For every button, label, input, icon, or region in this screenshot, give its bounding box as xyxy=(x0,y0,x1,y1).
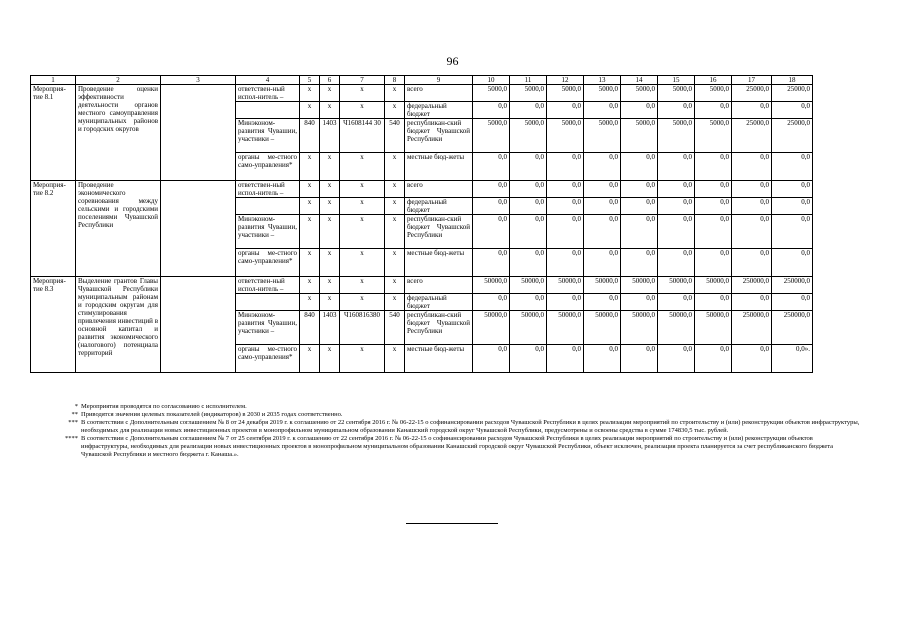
amount-cell: 25000,0 xyxy=(732,85,772,102)
amount-cell: 0,0 xyxy=(584,215,621,249)
budget-code-cell: x xyxy=(320,198,340,215)
amount-cell: 0,0 xyxy=(621,198,658,215)
header-cell: 8 xyxy=(385,76,405,85)
budget-code-cell: x xyxy=(320,294,340,311)
budget-code-cell: 840 xyxy=(300,311,320,345)
amount-cell: 0,0 xyxy=(732,181,772,198)
funding-source-cell: всего xyxy=(405,277,473,294)
budget-code-cell: 540 xyxy=(385,119,405,153)
funding-source-cell: всего xyxy=(405,181,473,198)
funding-source-cell: республикан-ский бюджет Чувашской Республики xyxy=(405,215,473,249)
table-header xyxy=(31,76,813,85)
responsible-cell: ответствен-ный испол-нитель – xyxy=(236,85,300,102)
budget-code-cell: x xyxy=(300,277,320,294)
amount-cell: 0,0 xyxy=(473,198,510,215)
amount-cell: 0,0 xyxy=(695,215,732,249)
amount-cell: 0,0 xyxy=(547,215,584,249)
activity-code: Мероприя-тие 8.2 xyxy=(31,181,76,277)
amount-cell: 250000,0 xyxy=(772,277,813,294)
budget-code-cell: x xyxy=(385,181,405,198)
amount-cell: 0,0 xyxy=(621,345,658,373)
budget-code-cell: x xyxy=(340,277,385,294)
amount-cell: 250000,0 xyxy=(732,277,772,294)
amount-cell: 5000,0 xyxy=(584,119,621,153)
header-cell: 2 xyxy=(76,76,161,85)
amount-cell: 25000,0 xyxy=(732,119,772,153)
amount-cell: 0,0 xyxy=(510,345,547,373)
footnotes xyxy=(60,403,860,459)
budget-code-cell: x xyxy=(340,198,385,215)
table-row xyxy=(31,85,813,102)
funding-source-cell: федеральный бюджет xyxy=(405,294,473,311)
budget-code-cell: x xyxy=(300,85,320,102)
footnote xyxy=(60,403,860,411)
amount-cell: 0,0 xyxy=(547,102,584,119)
footnote-text: Мероприятия проводятся по согласованию с исполнителем. xyxy=(81,403,247,410)
amount-cell: 0,0 xyxy=(510,102,547,119)
amount-cell: 250000,0 xyxy=(732,311,772,345)
amount-cell: 0,0 xyxy=(732,153,772,181)
amount-cell: 0,0 xyxy=(510,249,547,277)
amount-cell: 0,0 xyxy=(510,153,547,181)
budget-code-cell: x xyxy=(320,85,340,102)
page-number: 96 xyxy=(446,54,459,68)
budget-table xyxy=(30,75,813,373)
budget-code-cell: x xyxy=(385,249,405,277)
amount-cell: 0,0 xyxy=(732,249,772,277)
amount-cell: 5000,0 xyxy=(621,119,658,153)
amount-cell: 50000,0 xyxy=(547,311,584,345)
budget-code-cell: x xyxy=(385,294,405,311)
amount-cell: 0,0 xyxy=(695,198,732,215)
activity-code: Мероприя-тие 8.3 xyxy=(31,277,76,373)
responsible-cell xyxy=(236,294,300,311)
amount-cell: 25000,0 xyxy=(772,119,813,153)
funding-source-cell: местные бюд-жеты xyxy=(405,345,473,373)
amount-cell: 0,0 xyxy=(547,181,584,198)
responsible-cell: Минэконом-развития Чувашии, участники – xyxy=(236,119,300,153)
budget-code-cell: x xyxy=(340,345,385,373)
activity-col3 xyxy=(161,277,236,373)
footnote-text: Приводятся значения целевых показателей (индикаторов) в 2030 и 2035 годах соответственно. xyxy=(81,411,343,418)
amount-cell: 5000,0 xyxy=(695,119,732,153)
amount-cell: 25000,0 xyxy=(772,85,813,102)
budget-code-cell: x xyxy=(320,277,340,294)
budget-code-cell: x xyxy=(340,294,385,311)
amount-cell: 0,0 xyxy=(732,215,772,249)
amount-cell: 0,0 xyxy=(695,102,732,119)
budget-code-cell: x xyxy=(320,153,340,181)
amount-cell: 0,0 xyxy=(732,102,772,119)
header-cell: 13 xyxy=(584,76,621,85)
amount-cell: 50000,0 xyxy=(584,311,621,345)
budget-code-cell: x xyxy=(385,277,405,294)
budget-code-cell: Ч160816380 xyxy=(340,311,385,345)
amount-cell: 50000,0 xyxy=(695,311,732,345)
amount-cell: 0,0 xyxy=(732,345,772,373)
budget-code-cell: 1403 xyxy=(320,119,340,153)
budget-code-cell: x xyxy=(385,345,405,373)
amount-cell: 0,0 xyxy=(473,153,510,181)
amount-cell: 0,0 xyxy=(510,294,547,311)
amount-cell: 0,0 xyxy=(772,153,813,181)
amount-cell: 0,0». xyxy=(772,345,813,373)
amount-cell: 5000,0 xyxy=(473,85,510,102)
amount-cell: 0,0 xyxy=(732,294,772,311)
amount-cell: 0,0 xyxy=(547,249,584,277)
amount-cell: 50000,0 xyxy=(658,311,695,345)
amount-cell: 0,0 xyxy=(658,181,695,198)
header-cell: 6 xyxy=(320,76,340,85)
footnote xyxy=(60,435,860,459)
budget-code-cell: x xyxy=(340,215,385,249)
budget-code-cell: x xyxy=(385,153,405,181)
footnote-mark: **** xyxy=(65,435,78,442)
activity-name: Выделение грантов Главы Чувашской Республики муниципальным районам и городским округам для стимулирования привлечения инвестиций в основной капитал и развития экономического (налогового) потенциала территорий xyxy=(76,277,161,373)
amount-cell: 0,0 xyxy=(695,294,732,311)
amount-cell: 0,0 xyxy=(473,102,510,119)
budget-code-cell: 1403 xyxy=(320,311,340,345)
amount-cell: 0,0 xyxy=(510,198,547,215)
amount-cell: 0,0 xyxy=(584,198,621,215)
amount-cell: 0,0 xyxy=(584,249,621,277)
amount-cell: 5000,0 xyxy=(658,119,695,153)
header-cell: 17 xyxy=(732,76,772,85)
amount-cell: 0,0 xyxy=(547,198,584,215)
amount-cell: 0,0 xyxy=(772,294,813,311)
amount-cell: 0,0 xyxy=(658,345,695,373)
amount-cell: 0,0 xyxy=(473,181,510,198)
amount-cell: 0,0 xyxy=(772,198,813,215)
amount-cell: 0,0 xyxy=(658,215,695,249)
funding-source-cell: местные бюд-жеты xyxy=(405,153,473,181)
amount-cell: 0,0 xyxy=(473,345,510,373)
funding-source-cell: всего xyxy=(405,85,473,102)
footnote-text: В соответствии с Дополнительным соглашением № 8 от 24 декабря 2019 г. к соглашению от 22 сентября 2016 г. № 06-22-15 о софинансировании расходов Чувашской Республики в целях реализации мероприятий по строительству и (или) реконструкции объектов инфраструктуры, необходимых для реализации новых инвестиционных проектов в монопрофильном муниципальном образовании Канашский городской округ Чувашской Республики, предусмотрены и освоены средства в сумме 174830,5 тыс. рублей. xyxy=(81,419,860,434)
amount-cell: 50000,0 xyxy=(695,277,732,294)
budget-code-cell: x xyxy=(385,215,405,249)
amount-cell: 0,0 xyxy=(621,215,658,249)
responsible-cell: органы ме-стного само-управления* xyxy=(236,345,300,373)
header-cell: 11 xyxy=(510,76,547,85)
budget-code-cell: x xyxy=(340,102,385,119)
header-cell: 16 xyxy=(695,76,732,85)
amount-cell: 0,0 xyxy=(621,294,658,311)
amount-cell: 50000,0 xyxy=(621,277,658,294)
header-cell: 14 xyxy=(621,76,658,85)
amount-cell: 0,0 xyxy=(510,181,547,198)
amount-cell: 5000,0 xyxy=(658,85,695,102)
amount-cell: 50000,0 xyxy=(658,277,695,294)
amount-cell: 5000,0 xyxy=(695,85,732,102)
amount-cell: 0,0 xyxy=(732,198,772,215)
budget-code-cell: Ч1608144 30 xyxy=(340,119,385,153)
budget-code-cell: x xyxy=(320,345,340,373)
header-cell: 7 xyxy=(340,76,385,85)
amount-cell: 0,0 xyxy=(473,294,510,311)
footnote xyxy=(60,419,860,435)
header-cell: 18 xyxy=(772,76,813,85)
amount-cell: 0,0 xyxy=(621,153,658,181)
amount-cell: 0,0 xyxy=(621,249,658,277)
footnote-mark: ** xyxy=(71,411,78,418)
amount-cell: 5000,0 xyxy=(621,85,658,102)
activity-code: Мероприя-тие 8.1 xyxy=(31,85,76,181)
amount-cell: 50000,0 xyxy=(473,311,510,345)
responsible-cell xyxy=(236,198,300,215)
closing-rule xyxy=(406,523,498,524)
header-cell: 10 xyxy=(473,76,510,85)
amount-cell: 0,0 xyxy=(658,102,695,119)
amount-cell: 50000,0 xyxy=(510,311,547,345)
budget-code-cell: x xyxy=(340,181,385,198)
budget-code-cell: x xyxy=(320,215,340,249)
amount-cell: 0,0 xyxy=(584,181,621,198)
activity-col3 xyxy=(161,85,236,181)
amount-cell: 0,0 xyxy=(658,198,695,215)
amount-cell: 0,0 xyxy=(695,345,732,373)
responsible-cell: Минэконом-развития Чувашии, участники – xyxy=(236,311,300,345)
amount-cell: 50000,0 xyxy=(547,277,584,294)
amount-cell: 5000,0 xyxy=(547,119,584,153)
header-cell: 4 xyxy=(236,76,300,85)
budget-code-cell: x xyxy=(300,249,320,277)
header-cell: 1 xyxy=(31,76,76,85)
budget-code-cell: x xyxy=(385,198,405,215)
amount-cell: 50000,0 xyxy=(473,277,510,294)
budget-code-cell: x xyxy=(300,198,320,215)
amount-cell: 5000,0 xyxy=(584,85,621,102)
budget-code-cell: x xyxy=(385,85,405,102)
header-cell: 5 xyxy=(300,76,320,85)
budget-code-cell: x xyxy=(320,181,340,198)
amount-cell: 0,0 xyxy=(695,181,732,198)
budget-code-cell: x xyxy=(300,345,320,373)
amount-cell: 0,0 xyxy=(584,294,621,311)
amount-cell: 0,0 xyxy=(584,153,621,181)
amount-cell: 250000,0 xyxy=(772,311,813,345)
amount-cell: 0,0 xyxy=(772,249,813,277)
amount-cell: 0,0 xyxy=(772,215,813,249)
header-cell: 3 xyxy=(161,76,236,85)
footnote-mark: * xyxy=(74,403,78,410)
amount-cell: 0,0 xyxy=(621,102,658,119)
budget-code-cell: x xyxy=(320,102,340,119)
amount-cell: 0,0 xyxy=(621,181,658,198)
amount-cell: 50000,0 xyxy=(584,277,621,294)
responsible-cell: ответствен-ный испол-нитель – xyxy=(236,277,300,294)
footnote xyxy=(60,411,860,419)
header-cell: 15 xyxy=(658,76,695,85)
amount-cell: 0,0 xyxy=(547,294,584,311)
footnote-mark: *** xyxy=(68,419,78,426)
amount-cell: 0,0 xyxy=(772,181,813,198)
responsible-cell: органы ме-стного само-управления* xyxy=(236,249,300,277)
activity-name: Проведение оценки эффективности деятельности органов местного самоуправления муниципальных районов и городских округов xyxy=(76,85,161,181)
header-cell: 9 xyxy=(405,76,473,85)
activity-name: Проведение экономического соревнования между сельскими и городскими поселениями Чувашской Республики xyxy=(76,181,161,277)
budget-code-cell: x xyxy=(300,102,320,119)
activity-col3 xyxy=(161,181,236,277)
funding-source-cell: республикан-ский бюджет Чувашской Республики xyxy=(405,311,473,345)
amount-cell: 5000,0 xyxy=(510,85,547,102)
budget-code-cell: 540 xyxy=(385,311,405,345)
responsible-cell: ответствен-ный испол-нитель – xyxy=(236,181,300,198)
amount-cell: 5000,0 xyxy=(547,85,584,102)
amount-cell: 50000,0 xyxy=(621,311,658,345)
amount-cell: 0,0 xyxy=(473,215,510,249)
budget-code-cell: x xyxy=(300,215,320,249)
footnote-text: В соответствии с Дополнительным соглашением № 7 от 25 сентября 2019 г. к соглашению от 22 сентября 2016 г. № 06-22-15 о софинансировании расходов Чувашской Республики в целях реализации мероприятий по строительству и (или) реконструкции объектов инфраструктуры, необходимых для реализации новых инвестиционных проектов в монопрофильном муниципальном образовании Канашский городской округ Чувашской Республики, объект исключен, реализация проекта планируется за счет республиканского бюджета Чувашской Республики и местного бюджета г. Канаша.». xyxy=(81,435,834,458)
funding-source-cell: федеральный бюджет xyxy=(405,198,473,215)
funding-source-cell: федеральный бюджет xyxy=(405,102,473,119)
budget-code-cell: x xyxy=(300,294,320,311)
budget-code-cell: x xyxy=(340,249,385,277)
amount-cell: 0,0 xyxy=(510,215,547,249)
funding-source-cell: местные бюд-жеты xyxy=(405,249,473,277)
amount-cell: 0,0 xyxy=(658,153,695,181)
budget-code-cell: 840 xyxy=(300,119,320,153)
table-row xyxy=(31,277,813,294)
amount-cell: 0,0 xyxy=(695,249,732,277)
amount-cell: 5000,0 xyxy=(473,119,510,153)
amount-cell: 0,0 xyxy=(584,345,621,373)
responsible-cell: Минэконом-развития Чувашии, участники – xyxy=(236,215,300,249)
budget-code-cell: x xyxy=(340,85,385,102)
budget-code-cell: x xyxy=(300,181,320,198)
budget-code-cell: x xyxy=(385,102,405,119)
amount-cell: 0,0 xyxy=(695,153,732,181)
budget-code-cell: x xyxy=(320,249,340,277)
table-row xyxy=(31,181,813,198)
budget-code-cell: x xyxy=(300,153,320,181)
amount-cell: 0,0 xyxy=(772,102,813,119)
amount-cell: 0,0 xyxy=(547,345,584,373)
header-cell: 12 xyxy=(547,76,584,85)
amount-cell: 0,0 xyxy=(547,153,584,181)
responsible-cell: органы ме-стного само-управления* xyxy=(236,153,300,181)
budget-code-cell: x xyxy=(340,153,385,181)
amount-cell: 0,0 xyxy=(658,294,695,311)
responsible-cell xyxy=(236,102,300,119)
amount-cell: 50000,0 xyxy=(510,277,547,294)
funding-source-cell: республикан-ский бюджет Чувашской Республики xyxy=(405,119,473,153)
amount-cell: 0,0 xyxy=(658,249,695,277)
amount-cell: 5000,0 xyxy=(510,119,547,153)
amount-cell: 0,0 xyxy=(584,102,621,119)
amount-cell: 0,0 xyxy=(473,249,510,277)
